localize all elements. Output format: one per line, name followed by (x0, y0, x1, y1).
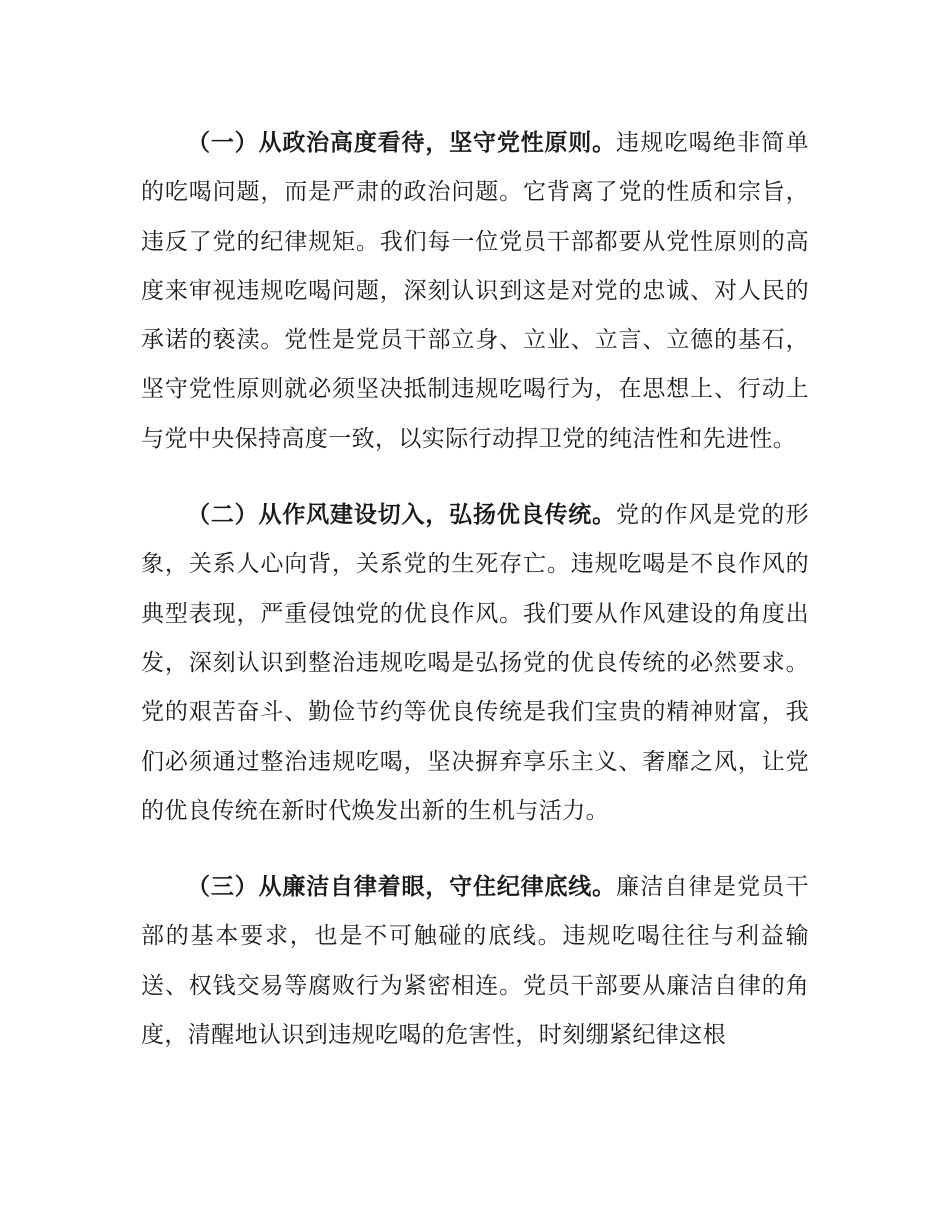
paragraph-2-heading: （二）从作风建设切入，弘扬优良传统。 (187, 502, 616, 529)
paragraph-1-text: 违规吃喝绝非简单的吃喝问题，而是严肃的政治问题。它背离了党的性质和宗旨，违反了党的纪律规矩。我们每一位党员干部都要从党性原则的高度来审视违规吃喝问题，深刻认识到这是对党的忠诚、对人民的承诺的亵渎。党性是党员干部立身、立业、立言、立德的基石，坚守党性原则就必须坚决抵制违规吃喝行为，在思想上、行动上与党中央保持高度一致，以实际行动捍卫党的纯洁性和先进性。 (141, 130, 810, 452)
document-body (141, 119, 809, 1087)
paragraph-3-heading: （三）从廉洁自律着眼，守住纪律底线。 (187, 874, 616, 901)
paragraph-2-text: 党的作风是党的形象，关系人心向背，关系党的生死存亡。违规吃喝是不良作风的典型表现，严重侵蚀党的优良作风。我们要从作风建设的角度出发，深刻认识到整治违规吃喝是弘扬党的优良传统的必然要求。党的艰苦奋斗、勤俭节约等优良传统是我们宝贵的精神财富，我们必须通过整治违规吃喝，坚决摒弃享乐主义、奢靡之风，让党的优良传统在新时代焕发出新的生机与活力。 (141, 502, 810, 824)
paragraph-3 (141, 863, 809, 1060)
paragraph-1-heading: （一）从政治高度看待，坚守党性原则。 (187, 130, 616, 156)
paragraph-2 (141, 491, 809, 836)
paragraph-1 (141, 119, 809, 464)
paragraph-3-text: 廉洁自律是党员干部的基本要求，也是不可触碰的底线。违规吃喝往往与利益输送、权钱交易等腐败行为紧密相连。党员干部要从廉洁自律的角度，清醒地认识到违规吃喝的危害性，时刻绷紧纪律这根 (141, 874, 810, 1049)
